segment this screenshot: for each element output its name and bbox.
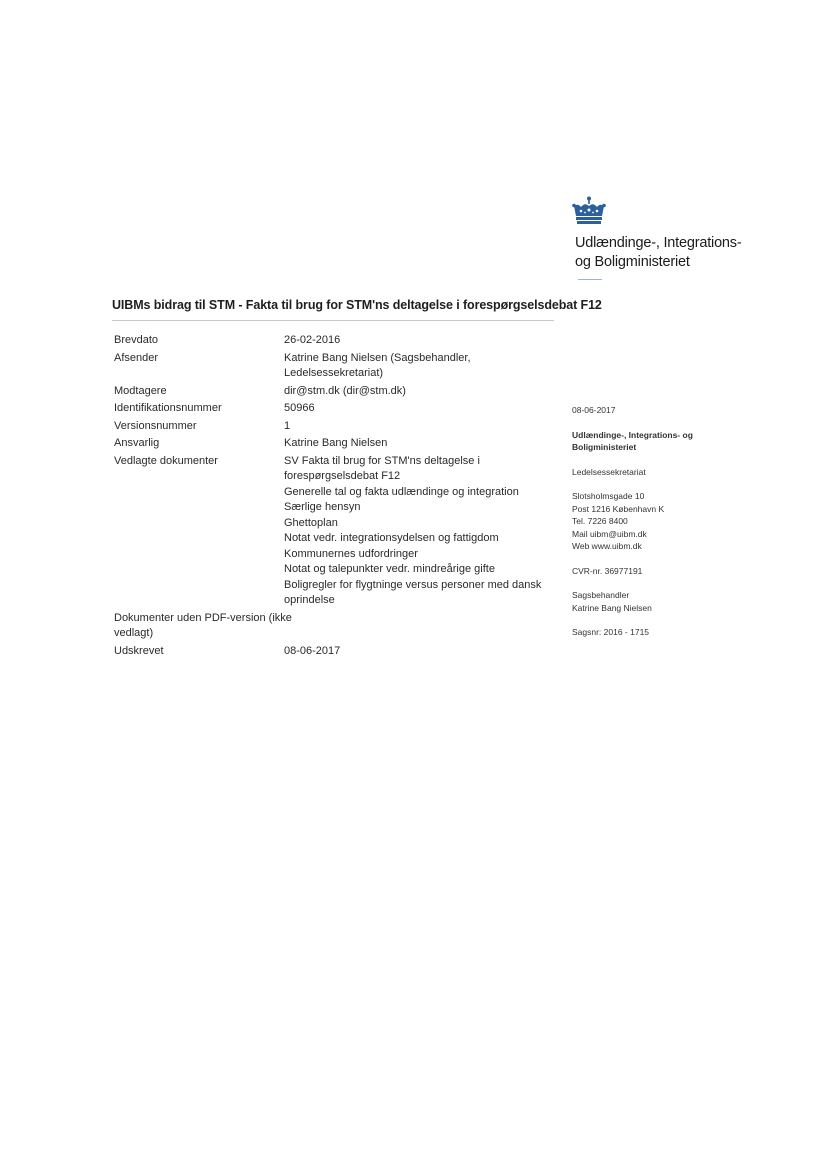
sender-sidebar — [572, 404, 812, 639]
sidebar-ministry-line2: Boligministeriet — [572, 442, 637, 452]
attachment-item: Notat vedr. integrationsydelsen og fattigdom — [284, 532, 499, 544]
crown-icon — [570, 196, 608, 226]
meta-row-versionsnummer — [114, 419, 559, 435]
meta-value — [284, 384, 559, 400]
meta-value-line: 1 — [284, 419, 291, 432]
meta-label-line: Dokumenter uden PDF-version (ikke — [114, 611, 292, 624]
sidebar-address1: Slotsholmsgade 10 — [572, 491, 645, 501]
meta-label: Versionsnummer — [114, 419, 197, 432]
meta-value-line: dir@stm.dk (dir@stm.dk) — [284, 384, 406, 397]
meta-value-line: 08-06-2017 — [284, 644, 341, 657]
meta-row-vedlagte-dokumenter — [114, 454, 559, 609]
attachment-item: Særlige hensyn — [284, 501, 361, 513]
meta-label: Afsender — [114, 351, 159, 364]
meta-row-modtagere — [114, 384, 559, 400]
meta-value — [284, 351, 559, 382]
sidebar-ministry-line1: Udlændinge-, Integrations- og — [572, 429, 693, 440]
meta-row-dokumenter-uden-pdf — [114, 611, 559, 642]
sidebar-date: 08-06-2017 — [572, 405, 616, 415]
attachment-item: Ghettoplan — [284, 516, 338, 529]
meta-value-line: Katrine Bang Nielsen (Sagsbehandler, — [284, 351, 471, 364]
attachment-item: Kommunernes udfordringer — [284, 547, 418, 560]
sidebar-case-number: Sagsnr: 2016 - 1715 — [572, 627, 650, 637]
meta-value — [284, 644, 559, 660]
meta-row-ansvarlig — [114, 436, 559, 452]
metadata-table — [114, 333, 559, 661]
attachment-list — [284, 454, 559, 609]
meta-value — [284, 436, 559, 452]
meta-value-line: 50966 — [284, 402, 315, 414]
sidebar-address2: Post 1216 København K — [572, 503, 665, 514]
meta-value-line: Katrine Bang Nielsen — [284, 437, 388, 449]
attachment-item: SV Fakta til brug for STM'ns deltagelse i — [284, 454, 480, 467]
sidebar-web: Web www.uibm.dk — [572, 541, 642, 551]
logo-name-line1: Udlændinge-, Integrations- — [575, 235, 742, 251]
meta-label: Ansvarlig — [114, 437, 160, 449]
meta-label: Vedlagte dokumenter — [114, 454, 218, 467]
meta-value — [314, 611, 559, 642]
sidebar-department: Ledelsessekretariat — [572, 466, 646, 477]
meta-label — [114, 611, 314, 642]
meta-value — [284, 419, 559, 435]
attachment-item: Notat og talepunkter vedr. mindreårige gifte — [284, 563, 495, 575]
title-divider — [112, 320, 554, 321]
meta-value — [284, 401, 559, 417]
meta-row-brevdato — [114, 333, 559, 349]
logo-divider — [578, 279, 602, 280]
meta-label: Modtagere — [114, 384, 167, 397]
meta-label: Identifikationsnummer — [114, 402, 222, 414]
ministry-logo-text — [575, 234, 741, 272]
sidebar-mail: Mail uibm@uibm.dk — [572, 528, 647, 539]
meta-label: Udskrevet — [114, 644, 164, 657]
meta-value-line: 26-02-2016 — [284, 334, 341, 346]
meta-value — [284, 333, 559, 349]
logo-name-line2: og Boligministeriet — [575, 254, 690, 270]
meta-row-udskrevet — [114, 644, 559, 660]
meta-label: Brevdato — [114, 334, 159, 346]
meta-row-afsender — [114, 351, 559, 382]
meta-value-line: Ledelsessekretariat) — [284, 367, 384, 379]
sidebar-handler-label: Sagsbehandler — [572, 590, 630, 600]
meta-row-identifikationsnummer — [114, 401, 559, 417]
attachment-item: oprindelse — [284, 594, 335, 606]
document-title: UIBMs bidrag til STM - Fakta til brug for STM'ns deltagelse i forespørgselsdebat F12 — [112, 298, 602, 312]
sidebar-handler-name: Katrine Bang Nielsen — [572, 602, 652, 613]
attachment-item: forespørgselsdebat F12 — [284, 470, 401, 482]
sidebar-cvr: CVR-nr. 36977191 — [572, 565, 643, 576]
sidebar-phone: Tel. 7226 8400 — [572, 516, 628, 526]
meta-label-line: vedlagt) — [114, 627, 154, 639]
attachment-item: Boligregler for flygtninge versus personer med dansk — [284, 578, 542, 591]
attachment-item: Generelle tal og fakta udlændinge og integration — [284, 485, 519, 498]
